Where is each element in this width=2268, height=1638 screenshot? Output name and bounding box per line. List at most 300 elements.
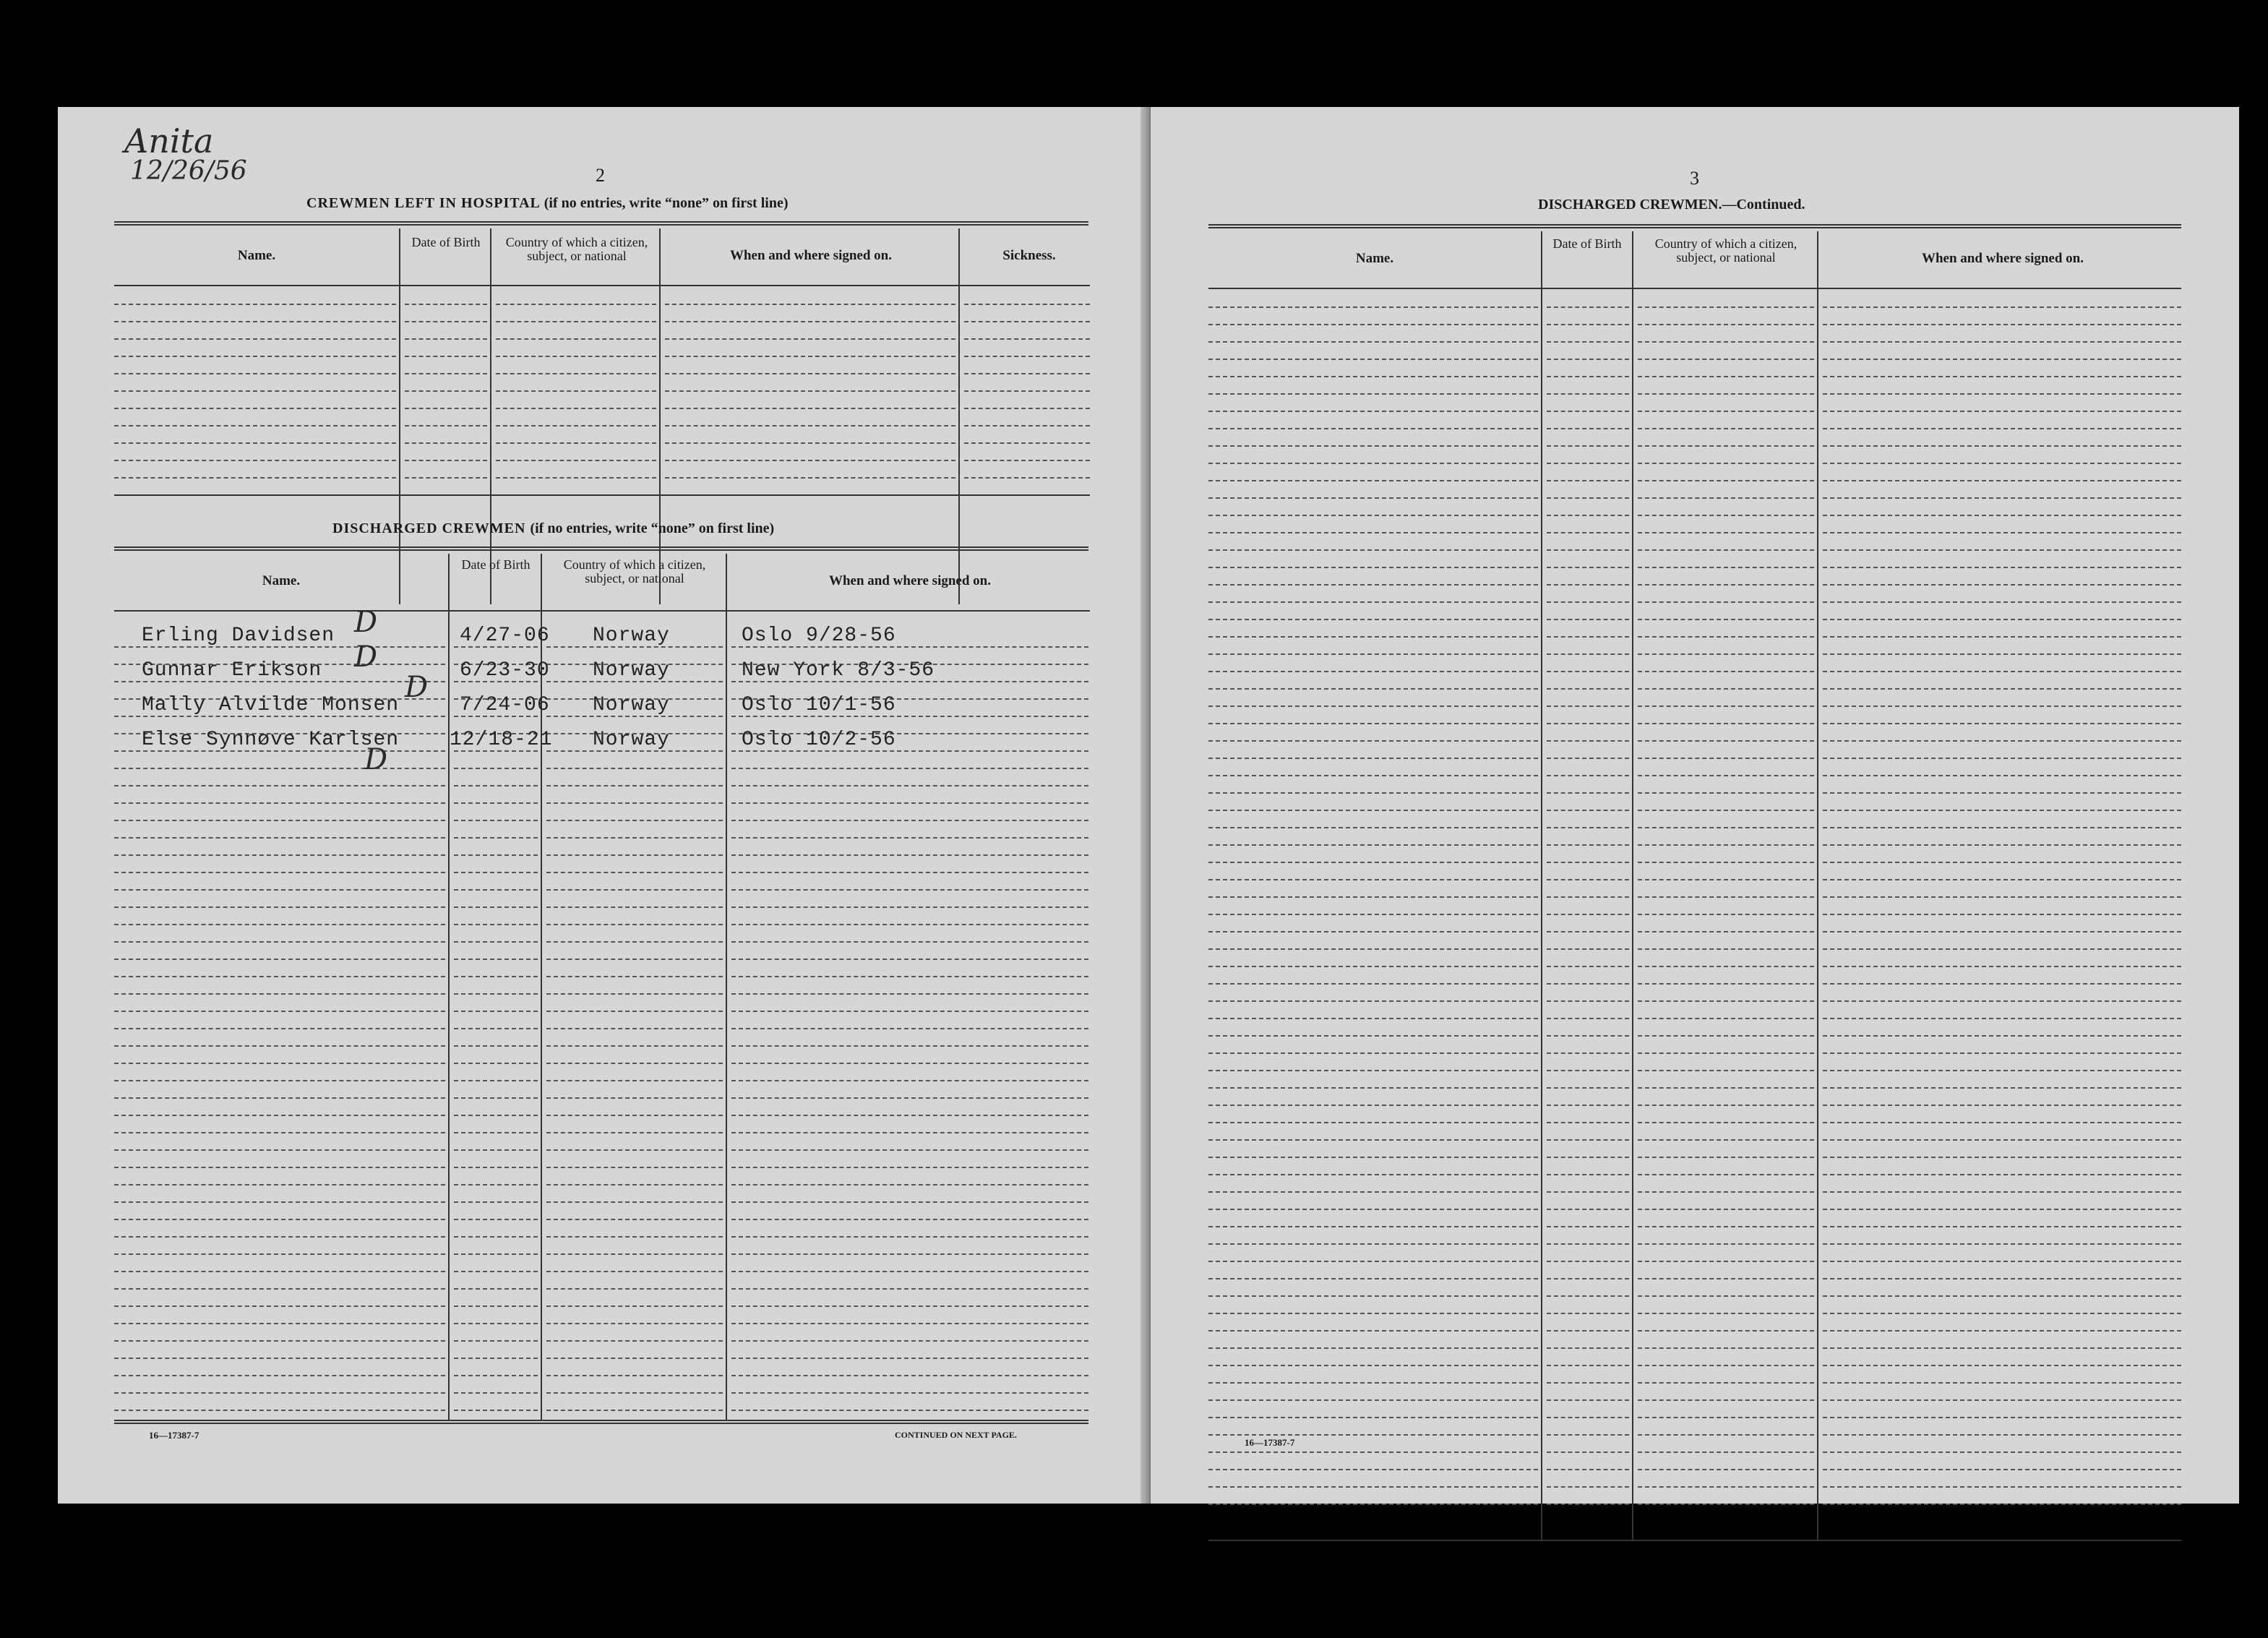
ruled-line [1547,983,1629,985]
ruled-line [454,1375,538,1376]
ruled-line [964,390,1090,392]
ruled-line [114,1410,445,1411]
ruled-line [454,768,538,769]
ruled-line [665,373,955,374]
hospital-header-rule [114,285,1090,286]
ruled-line [546,1253,723,1255]
ruled-line [454,1201,538,1203]
ruled-line [1208,1070,1538,1071]
ruled-line [1208,896,1538,898]
ruled-line [1638,584,1814,586]
ruled-line [1638,1295,1814,1297]
ruled-line [1823,706,2181,707]
ruled-line [1208,688,1538,690]
ruled-line [1823,1330,2181,1332]
ruled-line [1638,445,1814,447]
ruled-line [1547,1399,1629,1401]
ruled-line [496,356,656,357]
ruled-line [1638,879,1814,880]
ruled-line [1547,1504,1629,1505]
right-header-signed: When and where signed on. [1921,251,2084,266]
ruled-line [731,1167,1088,1168]
annotation-date: 12/26/56 [130,156,247,186]
ruled-line [546,1323,723,1324]
ruled-line [1208,601,1538,603]
right-header-name: Name. [1355,251,1394,266]
ruled-line [1547,393,1629,395]
ruled-line [454,1340,538,1342]
ruled-line [1547,653,1629,655]
ruled-line [1547,1087,1629,1089]
ruled-line [1547,1226,1629,1227]
ruled-line [546,1201,723,1203]
ruled-line [731,1305,1088,1307]
ruled-line [1823,532,2181,533]
ruled-line [1638,411,1814,412]
ruled-line [1823,1000,2181,1002]
ruled-line [546,1271,723,1272]
hospital-header-sickness: Sickness. [1002,248,1056,263]
ruled-line [1823,306,2181,308]
ruled-line [454,1045,538,1047]
ruled-line [1638,376,1814,377]
crew-signed-on: New York 8/3-56 [742,659,935,682]
ruled-line [1823,341,2181,343]
ruled-line [1547,1157,1629,1158]
ruled-line [1547,1313,1629,1314]
ruled-line [1547,1452,1629,1453]
ruled-line [454,837,538,839]
ruled-line [1208,619,1538,620]
ruled-line [1208,497,1538,499]
discharged-title [332,520,774,537]
ruled-line [731,1115,1088,1116]
ruled-line [546,1132,723,1133]
ruled-line [405,477,487,479]
ruled-line [1547,1417,1629,1418]
ruled-line [665,425,955,426]
ruled-line [114,373,396,374]
ruled-line [1823,914,2181,915]
ruled-line [1638,688,1814,690]
ruled-line [1208,376,1538,377]
ruled-line [1638,862,1814,863]
ruled-line [1638,844,1814,846]
ruled-line [731,1358,1088,1359]
ruled-line [496,390,656,392]
ruled-line [731,959,1088,960]
form-code: 16—17387-7 [1245,1437,1295,1448]
ruled-line [114,837,445,839]
ruled-line [405,356,487,357]
discharged-bottom-rule [114,1420,1088,1424]
crew-country: Norway [593,625,670,647]
ruled-line [1638,983,1814,985]
ruled-line [1547,706,1629,707]
ruled-line [1547,1052,1629,1054]
ruled-line [454,906,538,908]
ruled-line [1547,463,1629,464]
ruled-line [1208,480,1538,481]
ruled-line [731,872,1088,873]
ruled-line [1547,515,1629,516]
ruled-line [1547,324,1629,325]
ruled-line [731,1132,1088,1133]
ruled-line [1547,376,1629,377]
ruled-line [1208,1000,1538,1002]
ruled-line [1823,1157,2181,1158]
ruled-line [731,906,1088,908]
ruled-line [1823,1365,2181,1366]
ruled-line [1823,549,2181,551]
ruled-line [1208,1018,1538,1019]
ruled-line [1208,1035,1538,1037]
ruled-line [454,1184,538,1185]
ruled-line [1823,844,2181,846]
ruled-line [496,373,656,374]
ruled-line [1823,1261,2181,1262]
ruled-line [1823,810,2181,811]
ruled-line [964,338,1090,340]
ruled-line [1823,376,2181,377]
ruled-line [1638,480,1814,481]
ruled-line [454,1063,538,1064]
ruled-line [1638,1330,1814,1332]
ruled-line [405,390,487,392]
ruled-line [1638,1347,1814,1349]
ruled-line [1823,1278,2181,1279]
ruled-line [546,941,723,943]
ruled-line [1547,359,1629,360]
ruled-line [665,338,955,340]
ruled-line [546,1167,723,1168]
ruled-line [1208,1313,1538,1314]
discharged-header-rule [114,610,1090,612]
ruled-line [1638,1052,1814,1054]
ruled-line [1638,1018,1814,1019]
ruled-line [114,785,445,786]
ruled-line [546,959,723,960]
ruled-line [405,442,487,444]
ruled-line [731,820,1088,821]
ruled-line [454,820,538,821]
ruled-line [1638,601,1814,603]
ruled-line [1547,758,1629,759]
ruled-line [1638,549,1814,551]
ruled-line [114,1271,445,1272]
ruled-line [1823,359,2181,360]
hospital-title-text: CREWMEN LEFT IN HOSPITAL [306,195,540,211]
hospital-header-name: Name. [237,248,276,263]
ruled-line [1547,844,1629,846]
ruled-line [1823,1105,2181,1106]
ruled-line [114,768,445,769]
ruled-line [1547,862,1629,863]
ruled-line [546,1045,723,1047]
ruled-line [1823,1070,2181,1071]
ruled-line [114,1149,445,1151]
right-page [1151,107,2239,1504]
ruled-line [1823,775,2181,776]
ruled-line [1638,1035,1814,1037]
ruled-line [405,460,487,461]
ruled-line [1638,359,1814,360]
ruled-line [114,1236,445,1238]
ruled-line [1823,1469,2181,1470]
ruled-line [1638,775,1814,776]
ruled-line [964,304,1090,305]
ruled-line [1638,1399,1814,1401]
ruled-line [731,1045,1088,1047]
ruled-line [1208,463,1538,464]
ruled-line [114,1011,445,1012]
ruled-line [1638,758,1814,759]
discharged-col-divider [448,554,450,1421]
ruled-line [1638,1226,1814,1227]
ruled-line [731,1011,1088,1012]
ruled-line [114,1323,445,1324]
ruled-line [546,993,723,995]
ruled-line [454,872,538,873]
ruled-line [1823,740,2181,742]
ruled-line [405,373,487,374]
ruled-line [496,477,656,479]
ruled-line [546,768,723,769]
ruled-line [1638,1452,1814,1453]
ruled-line [1547,1278,1629,1279]
ruled-line [114,1080,445,1081]
ruled-line [1638,1105,1814,1106]
ruled-line [114,802,445,804]
ruled-line [114,1201,445,1203]
ruled-line [1638,306,1814,308]
ruled-line [454,1271,538,1272]
ruled-line [1823,619,2181,620]
ruled-line [1547,931,1629,932]
ruled-line [454,1236,538,1238]
ruled-line [546,1219,723,1220]
ruled-line [1208,1052,1538,1054]
ruled-line [546,1305,723,1307]
ruled-line [1208,1105,1538,1106]
ruled-line [1208,428,1538,429]
ruled-line [1208,549,1538,551]
ruled-line [1547,1347,1629,1349]
ruled-line [665,442,955,444]
ruled-line [731,941,1088,943]
ruled-line [546,1340,723,1342]
ruled-line [731,1340,1088,1342]
ruled-line [405,321,487,322]
ruled-line [1638,706,1814,707]
ruled-line [1823,792,2181,794]
ruled-line [1547,601,1629,603]
ruled-line [114,820,445,821]
ruled-line [1638,1243,1814,1245]
ruled-line [1547,1365,1629,1366]
ruled-line [1547,671,1629,672]
ruled-line [1547,1209,1629,1210]
ruled-line [1823,1347,2181,1349]
ruled-line [1823,1174,2181,1175]
form-code: 16—17387-7 [149,1430,199,1441]
ruled-line [1547,428,1629,429]
ruled-line [114,924,445,925]
crew-dob: 6/23-30 [460,659,550,682]
ruled-line [1638,1191,1814,1193]
crew-country: Norway [593,659,670,682]
ruled-line [1547,896,1629,898]
ruled-line [114,1097,445,1099]
ruled-line [1823,1313,2181,1314]
discharged-header-country: Country of which a citizen, subject, or national [563,557,706,586]
ruled-line [1823,428,2181,429]
ruled-line [114,460,396,461]
ruled-line [546,1028,723,1029]
discharge-mark: D [405,671,429,704]
ruled-line [1208,1139,1538,1141]
crew-country: Norway [593,694,670,716]
ruled-line [114,854,445,856]
ruled-line [731,785,1088,786]
ruled-line [1547,567,1629,568]
hospital-bottom-rule [114,494,1090,496]
ruled-line [1638,792,1814,794]
ruled-line [1547,445,1629,447]
ruled-line [1823,1226,2181,1227]
ruled-line [546,889,723,891]
ruled-line [731,837,1088,839]
ruled-line [1638,931,1814,932]
discharged-header-name: Name. [262,573,301,588]
ruled-line [114,442,396,444]
ruled-line [1208,1209,1538,1210]
ruled-line [114,321,396,322]
ruled-line [546,976,723,977]
ruled-line [1208,1452,1538,1453]
ruled-line [1638,653,1814,655]
ruled-line [731,1149,1088,1151]
ruled-line [1638,723,1814,724]
ruled-line [1823,1087,2181,1089]
ruled-line [1638,428,1814,429]
discharge-mark: D [354,606,378,639]
ruled-line [454,889,538,891]
discharge-mark: D [354,640,378,674]
ruled-line [665,460,955,461]
ruled-line [546,785,723,786]
ruled-line [114,1288,445,1290]
discharged-col-divider [726,554,727,1421]
ruled-line [1823,393,2181,395]
ruled-line [1208,1347,1538,1349]
ruled-line [1638,896,1814,898]
ruled-line [1823,671,2181,672]
ruled-line [731,1097,1088,1099]
ruled-line [665,477,955,479]
crew-dob: 7/24-06 [460,694,550,716]
ruled-line [1547,549,1629,551]
ruled-line [496,321,656,322]
crew-dob: 4/27-06 [460,625,550,647]
ruled-line [1547,1469,1629,1470]
ruled-line [454,976,538,977]
ruled-line [454,1358,538,1359]
ruled-line [1823,983,2181,985]
ruled-line [1208,445,1538,447]
ruled-line [731,976,1088,977]
ruled-line [1208,567,1538,568]
hospital-header-country: Country of which a citizen, subject, or national [505,235,648,263]
ruled-line [114,304,396,305]
ruled-line [1823,758,2181,759]
ruled-line [1823,1122,2181,1123]
ruled-line [1823,1035,2181,1037]
ruled-line [1547,480,1629,481]
crew-country: Norway [593,729,670,751]
ruled-line [1547,827,1629,828]
ruled-line [1823,1486,2181,1488]
ruled-line [1638,1070,1814,1071]
ruled-line [454,1080,538,1081]
continued-note: CONTINUED ON NEXT PAGE. [895,1430,1017,1440]
ruled-line [731,993,1088,995]
crew-name: Erling Davidsen [142,625,335,647]
ruled-line [546,1115,723,1116]
ruled-line [1638,1139,1814,1141]
ruled-line [546,1392,723,1394]
ruled-line [546,1011,723,1012]
ruled-line [1208,966,1538,967]
ruled-line [1823,480,2181,481]
ruled-line [1208,653,1538,655]
ruled-line [454,802,538,804]
ruled-line [114,1184,445,1185]
ruled-line [1208,948,1538,950]
ruled-line [1638,393,1814,395]
ruled-line [731,1323,1088,1324]
ruled-line [454,1219,538,1220]
ruled-line [1547,879,1629,880]
ruled-line [731,1375,1088,1376]
ruled-line [1638,341,1814,343]
ruled-line [1638,497,1814,499]
ruled-line [731,924,1088,925]
ruled-line [1208,671,1538,672]
ruled-line [1208,914,1538,915]
ruled-line [546,1236,723,1238]
ruled-line [731,802,1088,804]
ruled-line [546,1358,723,1359]
ruled-line [1638,671,1814,672]
ruled-line [1547,792,1629,794]
ruled-line [731,1184,1088,1185]
ruled-line [665,356,955,357]
ruled-line [1547,636,1629,638]
ruled-line [1208,359,1538,360]
ruled-line [454,1097,538,1099]
ruled-line [1638,1469,1814,1470]
ruled-line [1547,584,1629,586]
ruled-line [731,1028,1088,1029]
ruled-line [114,872,445,873]
ruled-line [1823,1139,2181,1141]
ruled-line [964,477,1090,479]
ruled-line [1208,792,1538,794]
ruled-line [1547,1486,1629,1488]
ruled-line [731,1253,1088,1255]
ruled-line [114,408,396,409]
